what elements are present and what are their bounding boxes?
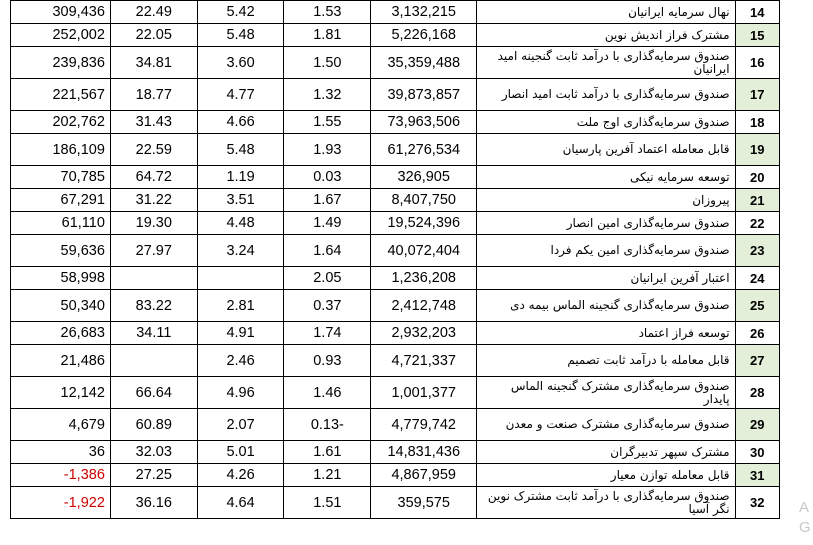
cell-rank[interactable]: 27 <box>735 345 779 377</box>
cell-rank[interactable]: 22 <box>735 212 779 235</box>
cell-col4[interactable]: 1.46 <box>284 377 371 409</box>
cell-col2[interactable]: 22.49 <box>110 1 197 24</box>
cell-col5[interactable]: 1,236,208 <box>371 267 477 290</box>
cell-col5[interactable]: 2,412,748 <box>371 290 477 322</box>
cell-rank[interactable]: 31 <box>735 464 779 487</box>
cell-fund-name[interactable]: قابل معامله اعتماد آفرین پارسیان <box>477 134 735 166</box>
activation-watermark: A G <box>799 499 811 536</box>
cell-col1[interactable]: 21,486 <box>11 345 111 377</box>
cell-col3[interactable] <box>197 267 284 290</box>
cell-col2[interactable]: 27.25 <box>110 464 197 487</box>
table-row <box>11 267 780 290</box>
table-row <box>11 24 780 47</box>
cell-col5[interactable]: 4,779,742 <box>371 409 477 441</box>
cell-col3[interactable]: 4.91 <box>197 322 284 345</box>
cell-col1[interactable]: 221,567 <box>11 79 111 111</box>
cell-rank[interactable]: 23 <box>735 235 779 267</box>
cell-col4[interactable]: 0.13- <box>284 409 371 441</box>
cell-col3[interactable]: 5.48 <box>197 134 284 166</box>
cell-col4[interactable]: 0.03 <box>284 166 371 189</box>
cell-fund-name[interactable]: صندوق سرمایه‌گذاری امین یکم فردا <box>477 235 735 267</box>
cell-col2[interactable]: 31.22 <box>110 189 197 212</box>
cell-col3[interactable]: 5.48 <box>197 24 284 47</box>
cell-col2[interactable]: 34.81 <box>110 47 197 79</box>
cell-col3[interactable]: 4.77 <box>197 79 284 111</box>
cell-col1[interactable]: 58,998 <box>11 267 111 290</box>
cell-rank[interactable]: 14 <box>735 1 779 24</box>
cell-rank[interactable]: 24 <box>735 267 779 290</box>
cell-rank[interactable]: 25 <box>735 290 779 322</box>
cell-col2[interactable] <box>110 267 197 290</box>
cell-col4[interactable]: 2.05 <box>284 267 371 290</box>
cell-col5[interactable]: 73,963,506 <box>371 111 477 134</box>
cell-col1[interactable]: 202,762 <box>11 111 111 134</box>
cell-col3[interactable]: 3.60 <box>197 47 284 79</box>
cell-fund-name[interactable]: نهال سرمایه ایرانیان <box>477 1 735 24</box>
cell-fund-name[interactable]: اعتبار آفرین ایرانیان <box>477 267 735 290</box>
cell-col1[interactable]: 67,291 <box>11 189 111 212</box>
cell-rank[interactable]: 16 <box>735 47 779 79</box>
cell-col1[interactable]: 252,002 <box>11 24 111 47</box>
cell-fund-name[interactable]: صندوق سرمایه‌گذاری با درآمد ثابت امید انصار <box>477 79 735 111</box>
cell-col3[interactable]: 3.51 <box>197 189 284 212</box>
cell-rank[interactable]: 30 <box>735 441 779 464</box>
table-row <box>11 235 780 267</box>
cell-col4[interactable]: 0.37 <box>284 290 371 322</box>
cell-col1[interactable]: 239,836 <box>11 47 111 79</box>
cell-col1[interactable]: 309,436 <box>11 1 111 24</box>
cell-col5[interactable]: 359,575 <box>371 487 477 519</box>
cell-col4[interactable]: 1.93 <box>284 134 371 166</box>
cell-col2[interactable]: 36.16 <box>110 487 197 519</box>
table-row <box>11 212 780 235</box>
table-row <box>11 166 780 189</box>
cell-col1[interactable]: 61,110 <box>11 212 111 235</box>
cell-fund-name[interactable]: قابل معامله با درآمد ثابت تصمیم <box>477 345 735 377</box>
cell-col1[interactable]: 50,340 <box>11 290 111 322</box>
cell-fund-name[interactable]: صندوق سرمایه‌گذاری اوج ملت <box>477 111 735 134</box>
cell-rank[interactable]: 28 <box>735 377 779 409</box>
table-row <box>11 487 780 519</box>
table-row <box>11 345 780 377</box>
fund-ranking-table <box>10 0 780 519</box>
cell-rank[interactable]: 32 <box>735 487 779 519</box>
cell-rank[interactable]: 26 <box>735 322 779 345</box>
table-row <box>11 1 780 24</box>
cell-col5[interactable]: 4,867,959 <box>371 464 477 487</box>
cell-col2[interactable]: 18.77 <box>110 79 197 111</box>
cell-rank[interactable]: 29 <box>735 409 779 441</box>
cell-fund-name[interactable]: صندوق سرمایه‌گذاری با درآمد ثابت مشترک نوین نگر آسیا <box>477 487 735 519</box>
cell-col3[interactable]: 1.19 <box>197 166 284 189</box>
cell-col3[interactable]: 4.96 <box>197 377 284 409</box>
cell-col1[interactable]: 26,683 <box>11 322 111 345</box>
cell-col3[interactable]: 5.42 <box>197 1 284 24</box>
table-row <box>11 111 780 134</box>
cell-col2[interactable]: 83.22 <box>110 290 197 322</box>
cell-col3[interactable]: 4.66 <box>197 111 284 134</box>
cell-fund-name[interactable]: مشترک فراز اندیش نوین <box>477 24 735 47</box>
cell-col5[interactable]: 2,932,203 <box>371 322 477 345</box>
cell-col4[interactable]: 1.81 <box>284 24 371 47</box>
cell-rank[interactable]: 21 <box>735 189 779 212</box>
cell-col4[interactable]: 1.51 <box>284 487 371 519</box>
cell-col5[interactable]: 19,524,396 <box>371 212 477 235</box>
cell-rank[interactable]: 20 <box>735 166 779 189</box>
cell-col1[interactable]: 4,679 <box>11 409 111 441</box>
cell-col2[interactable] <box>110 345 197 377</box>
cell-col3[interactable]: 5.01 <box>197 441 284 464</box>
cell-col2[interactable]: 31.43 <box>110 111 197 134</box>
table-row <box>11 409 780 441</box>
cell-fund-name[interactable]: پیروزان <box>477 189 735 212</box>
cell-col3[interactable]: 2.07 <box>197 409 284 441</box>
cell-col2[interactable]: 22.05 <box>110 24 197 47</box>
cell-col5[interactable]: 14,831,436 <box>371 441 477 464</box>
cell-col2[interactable]: 66.64 <box>110 377 197 409</box>
cell-fund-name[interactable]: صندوق سرمایه‌گذاری امین انصار <box>477 212 735 235</box>
cell-col4[interactable]: 1.32 <box>284 79 371 111</box>
table-row <box>11 464 780 487</box>
cell-col1[interactable]: 12,142 <box>11 377 111 409</box>
cell-col4[interactable]: 1.49 <box>284 212 371 235</box>
cell-rank[interactable]: 18 <box>735 111 779 134</box>
cell-col5[interactable]: 3,132,215 <box>371 1 477 24</box>
cell-col1[interactable]: -1,386 <box>11 464 111 487</box>
cell-col1[interactable]: 70,785 <box>11 166 111 189</box>
cell-col4[interactable]: 1.50 <box>284 47 371 79</box>
cell-fund-name[interactable]: قابل معامله توازن معیار <box>477 464 735 487</box>
table-row <box>11 189 780 212</box>
cell-col4[interactable]: 1.55 <box>284 111 371 134</box>
cell-col5[interactable]: 40,072,404 <box>371 235 477 267</box>
cell-fund-name[interactable]: صندوق سرمایه‌گذاری گنجینه الماس بیمه دی <box>477 290 735 322</box>
cell-col4[interactable]: 1.64 <box>284 235 371 267</box>
cell-col5[interactable]: 4,721,337 <box>371 345 477 377</box>
cell-col1[interactable]: 186,109 <box>11 134 111 166</box>
cell-col1[interactable]: -1,922 <box>11 487 111 519</box>
cell-col4[interactable]: 1.21 <box>284 464 371 487</box>
cell-fund-name[interactable]: صندوق سرمایه‌گذاری مشترک صنعت و معدن <box>477 409 735 441</box>
cell-rank[interactable]: 17 <box>735 79 779 111</box>
table-row <box>11 290 780 322</box>
table-row <box>11 79 780 111</box>
cell-col3[interactable]: 4.64 <box>197 487 284 519</box>
cell-col5[interactable]: 39,873,857 <box>371 79 477 111</box>
cell-col1[interactable]: 59,636 <box>11 235 111 267</box>
table-row <box>11 134 780 166</box>
cell-col4[interactable]: 1.61 <box>284 441 371 464</box>
table-row <box>11 322 780 345</box>
cell-col3[interactable]: 2.81 <box>197 290 284 322</box>
cell-rank[interactable]: 15 <box>735 24 779 47</box>
cell-col4[interactable]: 1.74 <box>284 322 371 345</box>
cell-col2[interactable]: 19.30 <box>110 212 197 235</box>
cell-col5[interactable]: 8,407,750 <box>371 189 477 212</box>
cell-fund-name[interactable]: توسعه فراز اعتماد <box>477 322 735 345</box>
cell-col2[interactable]: 64.72 <box>110 166 197 189</box>
cell-col5[interactable]: 35,359,488 <box>371 47 477 79</box>
cell-fund-name[interactable]: توسعه سرمایه نیکی <box>477 166 735 189</box>
cell-col1[interactable]: 36 <box>11 441 111 464</box>
cell-col4[interactable]: 0.93 <box>284 345 371 377</box>
cell-col2[interactable]: 22.59 <box>110 134 197 166</box>
cell-col3[interactable]: 2.46 <box>197 345 284 377</box>
cell-col3[interactable]: 4.48 <box>197 212 284 235</box>
table-row <box>11 377 780 409</box>
cell-fund-name[interactable]: مشترک سپهر تدبیرگران <box>477 441 735 464</box>
cell-col5[interactable]: 1,001,377 <box>371 377 477 409</box>
cell-col5[interactable]: 5,226,168 <box>371 24 477 47</box>
cell-fund-name[interactable]: صندوق سرمایه‌گذاری با درآمد ثابت گنجینه امید ایرانیان <box>477 47 735 79</box>
cell-col3[interactable]: 3.24 <box>197 235 284 267</box>
cell-col2[interactable]: 27.97 <box>110 235 197 267</box>
cell-col2[interactable]: 60.89 <box>110 409 197 441</box>
cell-rank[interactable]: 19 <box>735 134 779 166</box>
table-row <box>11 47 780 79</box>
cell-fund-name[interactable]: صندوق سرمایه‌گذاری مشترک گنجینه الماس پایدار <box>477 377 735 409</box>
cell-col2[interactable]: 34.11 <box>110 322 197 345</box>
cell-col2[interactable]: 32.03 <box>110 441 197 464</box>
cell-col5[interactable]: 61,276,534 <box>371 134 477 166</box>
cell-col3[interactable]: 4.26 <box>197 464 284 487</box>
cell-col5[interactable]: 326,905 <box>371 166 477 189</box>
cell-col4[interactable]: 1.53 <box>284 1 371 24</box>
table-row <box>11 441 780 464</box>
cell-col4[interactable]: 1.67 <box>284 189 371 212</box>
